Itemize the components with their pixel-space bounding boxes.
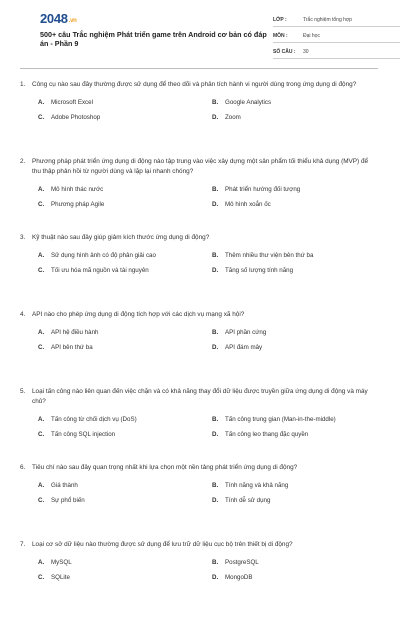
option-letter: C. [38, 430, 45, 438]
option-letter: C. [38, 114, 45, 121]
option-text: API phần cứng [225, 329, 267, 337]
option-letter: A. [38, 559, 45, 567]
option-letter: D. [212, 344, 219, 352]
option-text: Sự phổ biến [51, 497, 85, 505]
option-text: API đám mây [225, 344, 263, 352]
option-text: Tấn công trung gian (Man-in-the-middle) [225, 415, 336, 423]
option-text: Tấn công leo thang đặc quyền [225, 430, 309, 438]
question-text [20, 463, 378, 474]
answer-option-b[interactable] [212, 329, 266, 336]
site-logo[interactable] [40, 11, 77, 26]
option-letter: B. [212, 415, 219, 423]
document-header [20, 0, 378, 62]
meta-label-socau: SỐ CÂU : [273, 48, 296, 55]
answer-option-a[interactable] [38, 99, 93, 106]
question-stem: Kỹ thuật nào sau đây giúp giảm kích thước ứng dụng di động? [32, 234, 210, 242]
option-letter: C. [38, 497, 45, 505]
answer-option-a[interactable] [38, 482, 78, 489]
question-7 [20, 540, 378, 617]
question-text [20, 387, 378, 408]
question-text [20, 80, 378, 91]
answer-option-b[interactable] [212, 559, 259, 566]
question-number: 2. [20, 157, 26, 165]
question-number: 7. [20, 541, 26, 549]
option-text: Tối ưu hóa mã nguồn và tài nguyên [51, 267, 149, 275]
option-letter: A. [38, 185, 45, 193]
question-text [20, 310, 378, 321]
option-letter: B. [212, 329, 219, 337]
option-letter: A. [38, 329, 45, 337]
question-stem: Tiêu chí nào sau đây quan trọng nhất khi lựa chọn một nền tảng phát triển ứng dụng di động? [32, 464, 298, 472]
answer-option-a[interactable] [38, 252, 156, 259]
meta-label-mon: MÔN : [273, 32, 288, 39]
meta-value-lop: Trắc nghiệm tổng hợp [303, 16, 352, 23]
answer-option-d[interactable] [212, 344, 262, 351]
option-letter: C. [38, 267, 45, 275]
question-stem: Công cụ nào sau đây thường được sử dụng để theo dõi và phân tích hành vi người dùng trong ứng dụng di động? [32, 81, 357, 88]
answer-option-d[interactable] [212, 114, 241, 121]
meta-row-mon [273, 29, 400, 43]
logo-tld: .vn [68, 18, 77, 24]
option-text: MySQL [51, 559, 72, 567]
option-text: Adobe Photoshop [51, 114, 101, 121]
answer-option-a[interactable] [38, 186, 103, 193]
option-letter: D. [212, 497, 219, 505]
option-text: Tăng số lượng tính năng [225, 267, 294, 275]
answer-option-a[interactable] [38, 559, 72, 566]
answer-option-c[interactable] [38, 574, 70, 581]
answer-option-d[interactable] [212, 201, 271, 208]
question-stem: Loại cơ sở dữ liệu nào thường được sử dụng để lưu trữ dữ liệu cục bộ trên thiết bị di động? [32, 541, 293, 549]
option-text: API hệ điều hành [51, 329, 99, 337]
answer-option-d[interactable] [212, 431, 308, 438]
question-5 [20, 387, 378, 464]
option-text: Mô hình thác nước [51, 185, 104, 193]
option-text: Microsoft Excel [51, 99, 93, 106]
question-number: 6. [20, 464, 26, 472]
option-letter: B. [212, 559, 219, 567]
document-meta [273, 13, 400, 61]
question-number: 5. [20, 387, 26, 395]
answer-option-b[interactable] [212, 252, 313, 259]
answer-option-b[interactable] [212, 99, 271, 106]
question-stem: API nào cho phép ứng dụng di động tích hợp với các dịch vụ mạng xã hội? [32, 311, 245, 319]
option-letter: A. [38, 252, 45, 260]
option-letter: A. [38, 99, 45, 106]
answer-option-a[interactable] [38, 416, 137, 423]
answer-option-b[interactable] [212, 416, 336, 423]
question-3 [20, 233, 378, 310]
meta-value-mon: Đại học [303, 32, 320, 39]
question-number: 1. [20, 81, 26, 88]
header-divider [20, 68, 378, 69]
question-text [20, 540, 378, 551]
option-letter: B. [212, 99, 219, 106]
answer-option-b[interactable] [212, 482, 288, 489]
answer-option-c[interactable] [38, 431, 115, 438]
option-text: Mô hình xoắn ốc [225, 200, 271, 208]
answer-option-c[interactable] [38, 114, 100, 121]
answer-option-c[interactable] [38, 497, 85, 504]
option-text: Sử dụng hình ảnh có độ phân giải cao [51, 252, 156, 260]
option-text: API bên thứ ba [51, 344, 93, 352]
option-letter: C. [38, 574, 45, 582]
answer-option-b[interactable] [212, 186, 300, 193]
option-letter: D. [212, 430, 219, 438]
meta-label-lop: LỚP : [273, 16, 287, 23]
answer-option-c[interactable] [38, 201, 104, 208]
question-1 [20, 80, 378, 157]
option-letter: D. [212, 574, 219, 582]
answer-option-d[interactable] [212, 574, 253, 581]
option-letter: D. [212, 200, 219, 208]
meta-row-socau [273, 45, 400, 59]
option-text: Tấn công SQL injection [51, 430, 116, 438]
option-letter: D. [212, 267, 219, 275]
logo-number: 2048 [40, 11, 68, 26]
answer-option-a[interactable] [38, 329, 98, 336]
answer-option-d[interactable] [212, 267, 293, 274]
option-letter: A. [38, 482, 45, 490]
option-text: Phương pháp Agile [51, 200, 105, 208]
option-text: Phát triển hướng đối tượng [225, 185, 301, 193]
question-text [20, 233, 378, 244]
document-title: 500+ câu Trắc nghiệm Phát triển game trên Android cơ bản có đáp án - Phần 9 [40, 30, 267, 48]
answer-option-d[interactable] [212, 497, 270, 504]
option-letter: B. [212, 252, 219, 260]
answer-option-c[interactable] [38, 344, 93, 351]
option-text: Giá thành [51, 482, 78, 490]
option-letter: C. [38, 344, 45, 352]
option-text: SQLite [51, 574, 70, 582]
option-letter: C. [38, 200, 45, 208]
meta-value-socau: 30 [303, 48, 309, 55]
option-letter: B. [212, 185, 219, 193]
question-stem: Phương pháp phát triển ứng dụng di động nào tập trung vào việc xây dựng một sản phẩm tối thiểu khả dụng (MVP) để thu thập phản hồi từ người dùng và lặp lại nhanh chóng? [32, 157, 369, 176]
meta-row-lop [273, 13, 400, 27]
option-text: Thêm nhiều thư viện bên thứ ba [225, 252, 314, 260]
question-number: 3. [20, 234, 26, 242]
option-text: Zoom [225, 114, 241, 121]
question-2 [20, 157, 378, 234]
question-stem: Loại tấn công nào liên quan đến việc chặn và có khả năng thay đổi dữ liệu được truyền giữa ứng dụng di động và máy chủ? [32, 387, 368, 406]
option-text: Tấn công từ chối dịch vụ (DoS) [51, 415, 137, 423]
option-text: Google Analytics [225, 99, 272, 106]
question-list [20, 80, 378, 617]
question-text [20, 157, 378, 178]
option-text: MongoDB [225, 574, 253, 582]
option-text: Tính dễ sử dụng [225, 497, 271, 505]
answer-option-c[interactable] [38, 267, 149, 274]
question-4 [20, 310, 378, 387]
option-text: Tính năng và khả năng [225, 482, 289, 490]
option-letter: D. [212, 114, 219, 121]
option-letter: B. [212, 482, 219, 490]
option-text: PostgreSQL [225, 559, 259, 567]
question-number: 4. [20, 311, 26, 319]
question-6 [20, 463, 378, 540]
option-letter: A. [38, 415, 45, 423]
